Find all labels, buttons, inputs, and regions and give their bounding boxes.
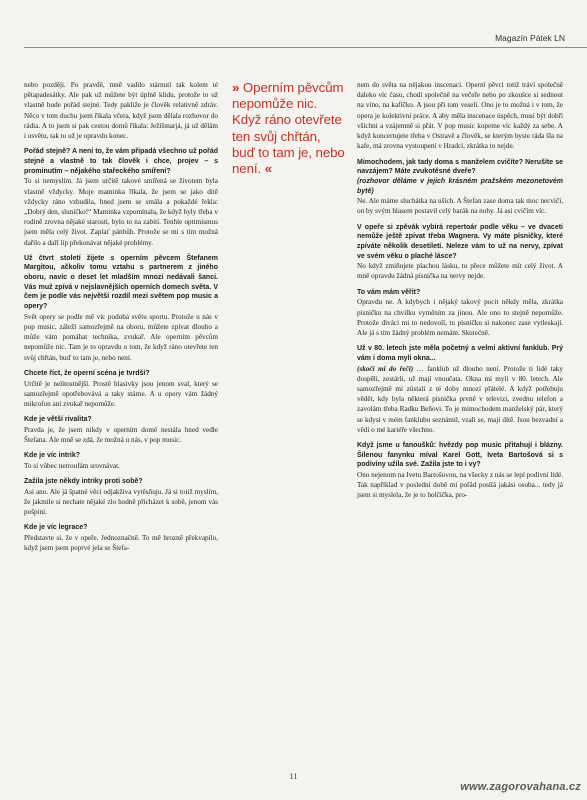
interview-block [357, 344, 563, 435]
answer-text: Asi ano. Ale já špatné věci odjakživa vytěsňuju. Já si totiž myslím, že jakmile si nechate nějaké zlo hodně přicházet k sobě, jenom vás pošpiní. [24, 487, 218, 517]
interview-question: Zažila jste někdy intriky proti sobě? [24, 478, 143, 486]
answer-text: Určitě je nelítostnější. Prostě hlasivky jsou jenom sval, který se samozřejmě opotřebovává a taky stárne. A u opery vám žádný mikrofon ani zvukař nepomůže. [24, 379, 218, 408]
pull-quote-text: Operním pěvcům nepomůže nic. Když ráno otevřete ten svůj chřtán, buď to tam je, nebo není. [232, 80, 345, 177]
interview-block [24, 80, 218, 141]
magazine-header: Magazín Pátek LN [495, 33, 565, 43]
interview-question-note: (rozhovor děláme v jejich krásném pražském mezonetovém bytě) [357, 177, 563, 195]
interview-answer [357, 470, 563, 501]
website-watermark: www.zagorovahana.cz [460, 781, 581, 793]
interview-question: Kde je větší rivalita? [24, 416, 92, 424]
interview-answer [24, 533, 218, 553]
interview-block [357, 223, 563, 282]
interview-answer [24, 80, 218, 141]
column-right [357, 80, 563, 760]
page-number: 11 [289, 772, 298, 781]
interview-question: Kde je víc intrik? [24, 452, 81, 460]
answer-text: … fanklub už dlouho není. Protože ti lidé taky dospěli, zestárli, už mají vnoučata. Okna mi myli v 80. letech. Ale samozřejmě mi zůstali z té doby mnozí přátelé. A když potřebuju vědět, kdy byla některá písnička prvně v televizi, zvednu telefon a zavolám třeba Radku Beňovi. To je mimochodem manželský pár, který se kdysi v mém fanklubu seznámil, vzali se, mají dítě. Jsou bezvadní a vědí o mé kariéře všechno. [357, 364, 563, 434]
pull-quote-close-mark: « [264, 161, 272, 177]
interview-block [357, 288, 563, 339]
interview-question: Když jsme u fanoušků: hvězdy pop music přitahují i blázny. Šílenou fanynku míval Karel Gott, Iveta Bartošová si s podivíny užila své. Zažila jste to i vy? [357, 442, 563, 469]
interview-question: Mimochodem, jak tady doma s manželem cvičíte? Nerušíte se navzájem? Máte zvukotěsné dveře? [357, 158, 563, 176]
pull-quote-open-mark: » [232, 80, 240, 95]
answer-text: Ono nejenom na Ivetu Bartošovou, na všecky z nás se lepí podivní lidé. Tak například v poslední době mi pořád posílá jakási osoba... tedy já jsem si myslela, že je to holčička, pro- [357, 471, 563, 500]
interview-answer [357, 297, 563, 338]
interview-block [24, 523, 218, 553]
answer-text: Opravdu ne. A kdybych i nějaký takový pocit někdy měla, zkrátka písničku na chvilku vyměním za jinou. Ale ono to stejně nepomůže. Protože diváci mi to nedovolí, tu písničku si nakonec zase vytleskají. Ale já s tím žádný problém nemám. Skutečně. [357, 298, 563, 337]
interview-question: To vám mám věřit? [357, 288, 421, 296]
interview-block [357, 80, 563, 152]
interview-answer [24, 487, 218, 518]
interview-answer [357, 196, 563, 216]
answer-text: Ne. Ale máme sluchátka na uších. A Štefan zase doma tak moc necvičí, on by svým hlasem postavil celý barák na nohy. Já asi cvičím víc. [357, 197, 563, 216]
interview-block [24, 451, 218, 471]
interview-block [24, 369, 218, 409]
answer-text: Představte si, že v opeře. Jednoznačně. To mě hrozně překvapilo, když jsem jsem poprvé jela se Štefa- [24, 534, 218, 553]
answer-text: To si vůbec netroufám srovnávat. [24, 461, 120, 470]
interview-question: Chcete říct, že operní scéna je tvrdší? [24, 369, 150, 377]
interview-question: Už v 80. letech jste měla početný a velmi aktivní fanklub. Prý vám i doma myli okna... [357, 345, 563, 362]
interview-question: V opeře si zpěvák vybírá repertoár podle věku – ve dvaceti nemůže ještě zpívat třeba Wagnera. Vy máte písničky, které zpíváte několik desetiletí. Neleze vám to už na nervy, zpívat ve svém věku o plaché lásce? [357, 223, 563, 260]
interview-question: Kde je víc legrace? [24, 524, 88, 532]
interview-question: Pořád stejně? A není to, že vám připadá všechno už pořád stejné a vlastně to tak člověk i chce, projev – s prominutím – nějakého stařeckého smíření? [24, 148, 218, 175]
interview-answer [24, 176, 218, 248]
interview-block [24, 147, 218, 248]
answer-text: nebo později. Po pravdě, mně vadilo stárnutí tak kolem té pětapadesátky. Ale pak už můžete být úplně klidu, protože to už vlastně bude pořád stejné. Tedy pakliže je člověk relativně zdráv. Něco v tom duchu jsem říkala včera, když jsem dělala rozhovor do rádia. A to jsem si pak cestou domů říkala: Ježíšmarjá, já už dělám i osvětu, tak to už je opravdu konec. [24, 81, 218, 141]
interview-block [357, 158, 563, 217]
answer-text: No když zmiňujete plachou lásku, tu přece můžete mít celý život. A mně opravdu žádná písnička na nervy nejde. [357, 262, 563, 281]
interview-block [24, 477, 218, 517]
interview-answer [24, 461, 218, 471]
header-rule [24, 47, 587, 48]
interview-answer [357, 364, 563, 436]
interview-answer [24, 425, 218, 445]
interview-answer [357, 80, 563, 152]
column-left [24, 80, 218, 760]
answer-text: To si nemyslím. Já jsem určitě takové smířená se životem byla vlastně vždycky. Moje maminka říkala, že jsem se jako dítě vždycky ráno vzbudila, hned jsem se smála a pokaždé řekla: „Dobrý den, sluníčko!“ Maminka vzpomínala, že když byly třeba v rodině zrovna nějaké starosti, bylo to na zabití. Tenhle optimismus jsem měla celý život. Zaplať pánbůh. Protože se mi s tím možná dařilo a daří líp překonávat nějaké problémy. [24, 177, 218, 247]
pull-quote [232, 80, 345, 210]
interview-question: Už čtvrt století žijete s operním pěvcem Štefanem Margitou, ačkoliv tomu vztahu s partnerem z jiného oboru, navíc o deset let mladším mnozí nedávali šanci. Vás muž zpívá v nejslavnějších operních domech světa. V čem je podle vás největší rozdíl mezi světem pop music a opery? [24, 254, 218, 311]
answer-text: Svět opery se podle mě víc podobá světu sportu. Protože u nás v pop music, záleží samozřejmě na oboru, můžete zpívat dlouho a může vám pomáhat technika, zvukař. Ale operním pěvcům nepomůže nic. Tam je to opravdu o tom, že když ráno otevřete ten svůj chřtán, buď to tam je, nebo není. [24, 312, 218, 362]
interview-answer [357, 261, 563, 281]
interview-block [357, 441, 563, 501]
answer-text: nem do světa na nějakou inscenaci. Operní pěvci totiž tráví společně daleko víc času, chodí společně na večeře nebo po zkoušce si sednout na víno, na kafíčko. A jsou při tom veselí. Ono je to možná i v tom, že opera je kolektivní práce. A aby měla inscenace úspěch, musí být dobří všichni a vzájemně si přát. V pop music kopeme víc každý za sebe. A když koncertujete třeba v Ostravě a člověk, se kterým byste ráda šla na kafe, má zrovna vystoupení v Hradci, zkrátka to nejde. [357, 81, 563, 151]
interview-block [24, 254, 218, 363]
answer-interjection: (skočí mi do řeči) [357, 364, 414, 373]
interview-answer [24, 379, 218, 410]
interview-block [24, 415, 218, 445]
answer-text: Pravda je, že jsem nikdy v operním domě nestála hned vedle Štefana. Ale mně se zdá, že možná u nás, v pop music. [24, 425, 218, 445]
interview-answer [24, 312, 218, 363]
